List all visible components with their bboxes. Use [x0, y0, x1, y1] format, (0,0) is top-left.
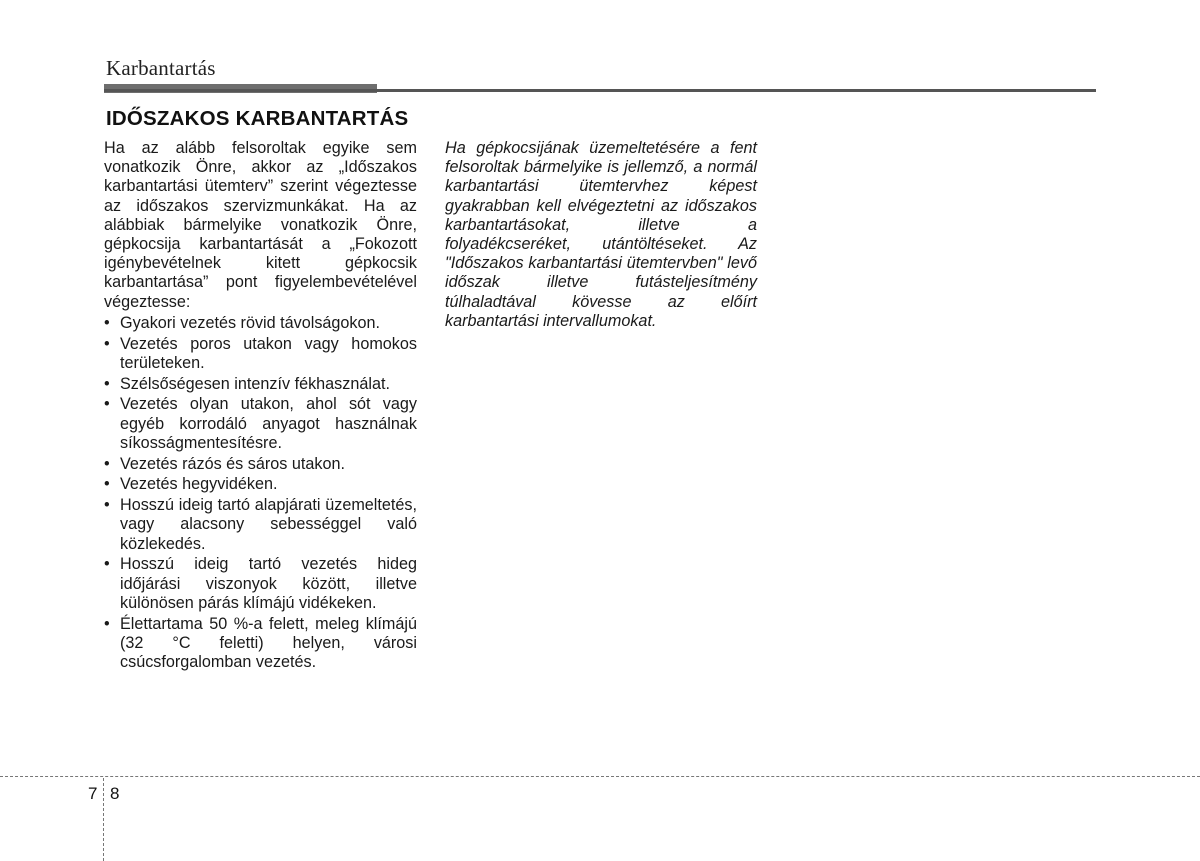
condition-list [104, 314, 417, 672]
list-item [104, 375, 417, 394]
bullet-icon: • [104, 496, 110, 515]
list-item-text: Vezetés olyan utakon, ahol sót vagy egyéb korrodáló anyagot használnak síkosságmentesítésre. [120, 395, 417, 452]
left-column [104, 139, 417, 674]
footer-dashed-rule [0, 776, 1200, 777]
bullet-icon: • [104, 614, 110, 633]
list-item [104, 335, 417, 373]
list-item [104, 555, 417, 613]
chapter-number: 7 [88, 784, 98, 803]
bullet-icon: • [104, 475, 110, 494]
bullet-icon: • [104, 313, 110, 332]
page-number: 8 [110, 784, 120, 803]
italic-note: Ha gépkocsijának üzemeltetésére a fent felsoroltak bármelyike is jellemző, a normál karbantartási ütemtervhez képest gyakrabban kell elvégeztetni az időszakos karbantartásokat, illetve a folyadékcseréket, utántöltéseket. Az "Időszakos karbantartási ütemtervben" levő időszak illetve futásteljesítmény túlhaladtával kövesse az előírt karbantartási intervallumokat. [445, 139, 757, 330]
list-item-text: Szélsőségesen intenzív fékhasználat. [120, 374, 390, 393]
header-rule [104, 89, 1096, 92]
list-item-text: Hosszú ideig tartó alapjárati üzemeltetés, vagy alacsony sebességgel való közlekedés. [120, 496, 417, 553]
bullet-icon: • [104, 555, 110, 574]
list-item-text: Vezetés rázós és sáros utakon. [120, 454, 345, 473]
section-title: IDŐSZAKOS KARBANTARTÁS [106, 107, 409, 130]
bullet-icon: • [104, 334, 110, 353]
bullet-icon: • [104, 454, 110, 473]
list-item [104, 455, 417, 474]
bullet-icon: • [104, 374, 110, 393]
list-item [104, 615, 417, 673]
footer-dashed-divider [103, 778, 104, 861]
list-item-text: Vezetés poros utakon vagy homokos területeken. [120, 334, 417, 372]
bullet-icon: • [104, 395, 110, 414]
list-item [104, 395, 417, 453]
intro-paragraph: Ha az alább felsoroltak egyike sem vonatkozik Önre, akkor az „Időszakos karbantartási ütemterv” szerint végeztesse az időszakos szervizmunkákat. Ha az alábbiak bármelyike vonatkozik Önre, gépkocsija karbantartását a „Fokozott igénybevételnek kitett gépkocsik karbantartása” pont figyelembevételével végeztesse: [104, 139, 417, 311]
list-item-text: Élettartama 50 %-a felett, meleg klímájú (32 °C feletti) helyen, városi csúcsforgalomban vezetés. [120, 614, 417, 672]
list-item-text: Gyakori vezetés rövid távolságokon. [120, 313, 381, 332]
list-item [104, 496, 417, 554]
list-item-text: Vezetés hegyvidéken. [120, 475, 278, 494]
list-item [104, 314, 417, 333]
list-item [104, 475, 417, 494]
list-item-text: Hosszú ideig tartó vezetés hideg időjárási viszonyok között, illetve különösen párás klímájú vidékeken. [120, 555, 417, 612]
running-header-title: Karbantartás [106, 56, 216, 80]
